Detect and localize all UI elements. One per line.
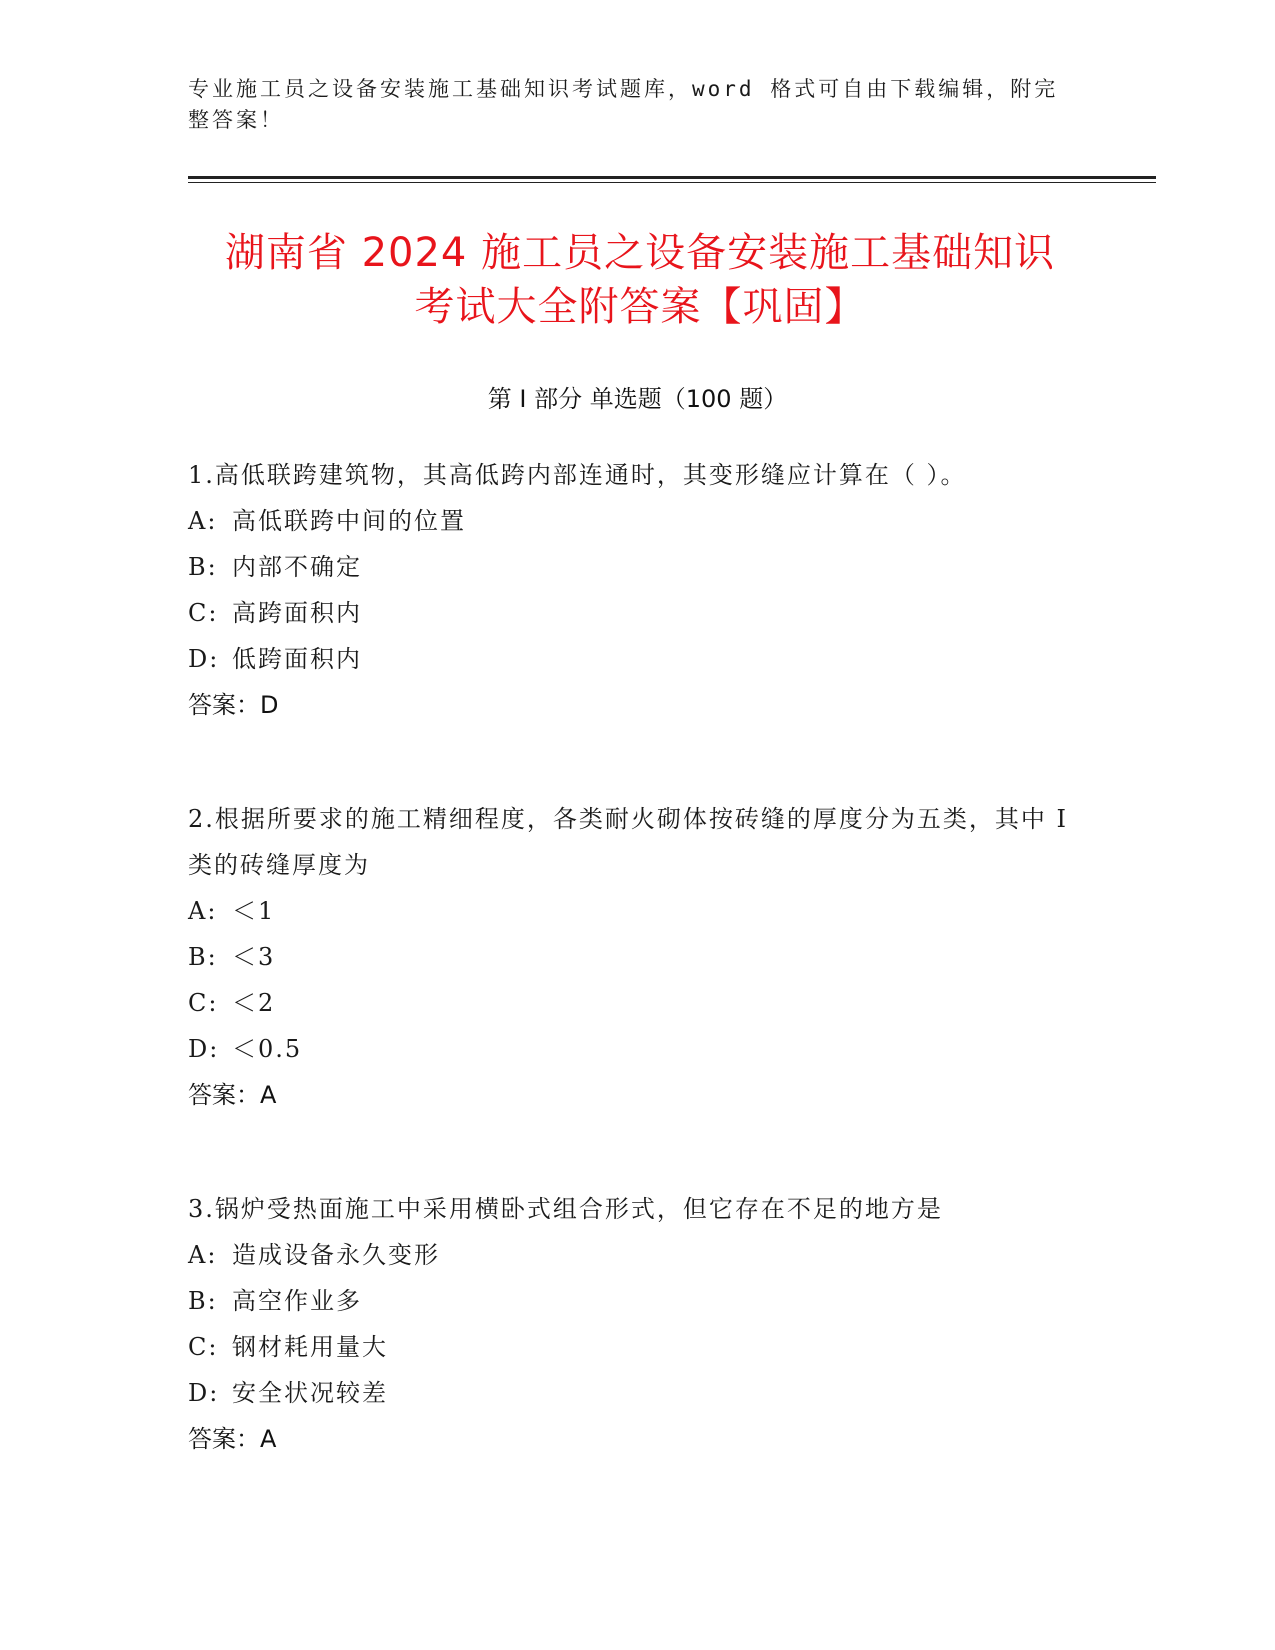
question-3	[188, 1186, 1088, 1462]
option-text: 高跨面积内	[232, 599, 362, 627]
option-c	[188, 590, 1088, 636]
section-title: 第 I 部分 单选题（100 题）	[487, 385, 788, 413]
option-b	[188, 1278, 1088, 1324]
answer: 答案：A	[188, 1425, 277, 1453]
option-letter: A:	[188, 897, 218, 925]
header-rule-thin	[188, 182, 1156, 183]
option-text: ＜1	[232, 897, 276, 925]
option-letter: A:	[188, 1241, 218, 1269]
option-c	[188, 980, 1088, 1026]
option-letter: D:	[188, 645, 220, 673]
answer: 答案：D	[188, 691, 279, 719]
option-text: 高低联跨中间的位置	[232, 507, 466, 535]
option-a	[188, 498, 1088, 544]
option-letter: B:	[188, 553, 218, 581]
option-text: 低跨面积内	[232, 645, 362, 673]
question-stem: 1.高低联跨建筑物，其高低跨内部连通时，其变形缝应计算在（ ）。	[188, 461, 967, 489]
option-letter: A:	[188, 507, 218, 535]
option-a	[188, 1232, 1088, 1278]
option-letter: D:	[188, 1035, 220, 1063]
option-text: 钢材耗用量大	[232, 1333, 388, 1361]
option-letter: C:	[188, 989, 219, 1017]
document-title	[150, 226, 1130, 334]
option-letter: C:	[188, 599, 219, 627]
question-stem: 2.根据所要求的施工精细程度，各类耐火砌体按砖缝的厚度分为五类，其中 I 类的砖缝厚度为	[188, 805, 1069, 879]
option-c	[188, 1324, 1088, 1370]
header-note: 专业施工员之设备安装施工基础知识考试题库，word 格式可自由下载编辑，附完整答案！	[188, 77, 1059, 132]
question-1	[188, 452, 1088, 728]
option-b	[188, 934, 1088, 980]
question-stem: 3.锅炉受热面施工中采用横卧式组合形式，但它存在不足的地方是	[188, 1195, 943, 1223]
title-line-2: 考试大全附答案【巩固】	[414, 284, 866, 330]
header-rule-thick	[188, 176, 1156, 179]
option-text: ＜2	[232, 989, 276, 1017]
option-b	[188, 544, 1088, 590]
option-a	[188, 888, 1088, 934]
option-text: ＜3	[232, 943, 276, 971]
option-text: 安全状况较差	[232, 1379, 388, 1407]
option-letter: B:	[188, 1287, 218, 1315]
option-d	[188, 1370, 1088, 1416]
option-text: 造成设备永久变形	[232, 1241, 440, 1269]
option-letter: B:	[188, 943, 218, 971]
option-d	[188, 1026, 1088, 1072]
title-line-1: 湖南省 2024 施工员之设备安装施工基础知识	[224, 230, 1056, 276]
option-letter: D:	[188, 1379, 220, 1407]
option-letter: C:	[188, 1333, 219, 1361]
answer: 答案：A	[188, 1081, 277, 1109]
option-d	[188, 636, 1088, 682]
question-2	[188, 796, 1088, 1118]
option-text: 高空作业多	[232, 1287, 362, 1315]
option-text: ＜0.5	[232, 1035, 303, 1063]
option-text: 内部不确定	[232, 553, 362, 581]
